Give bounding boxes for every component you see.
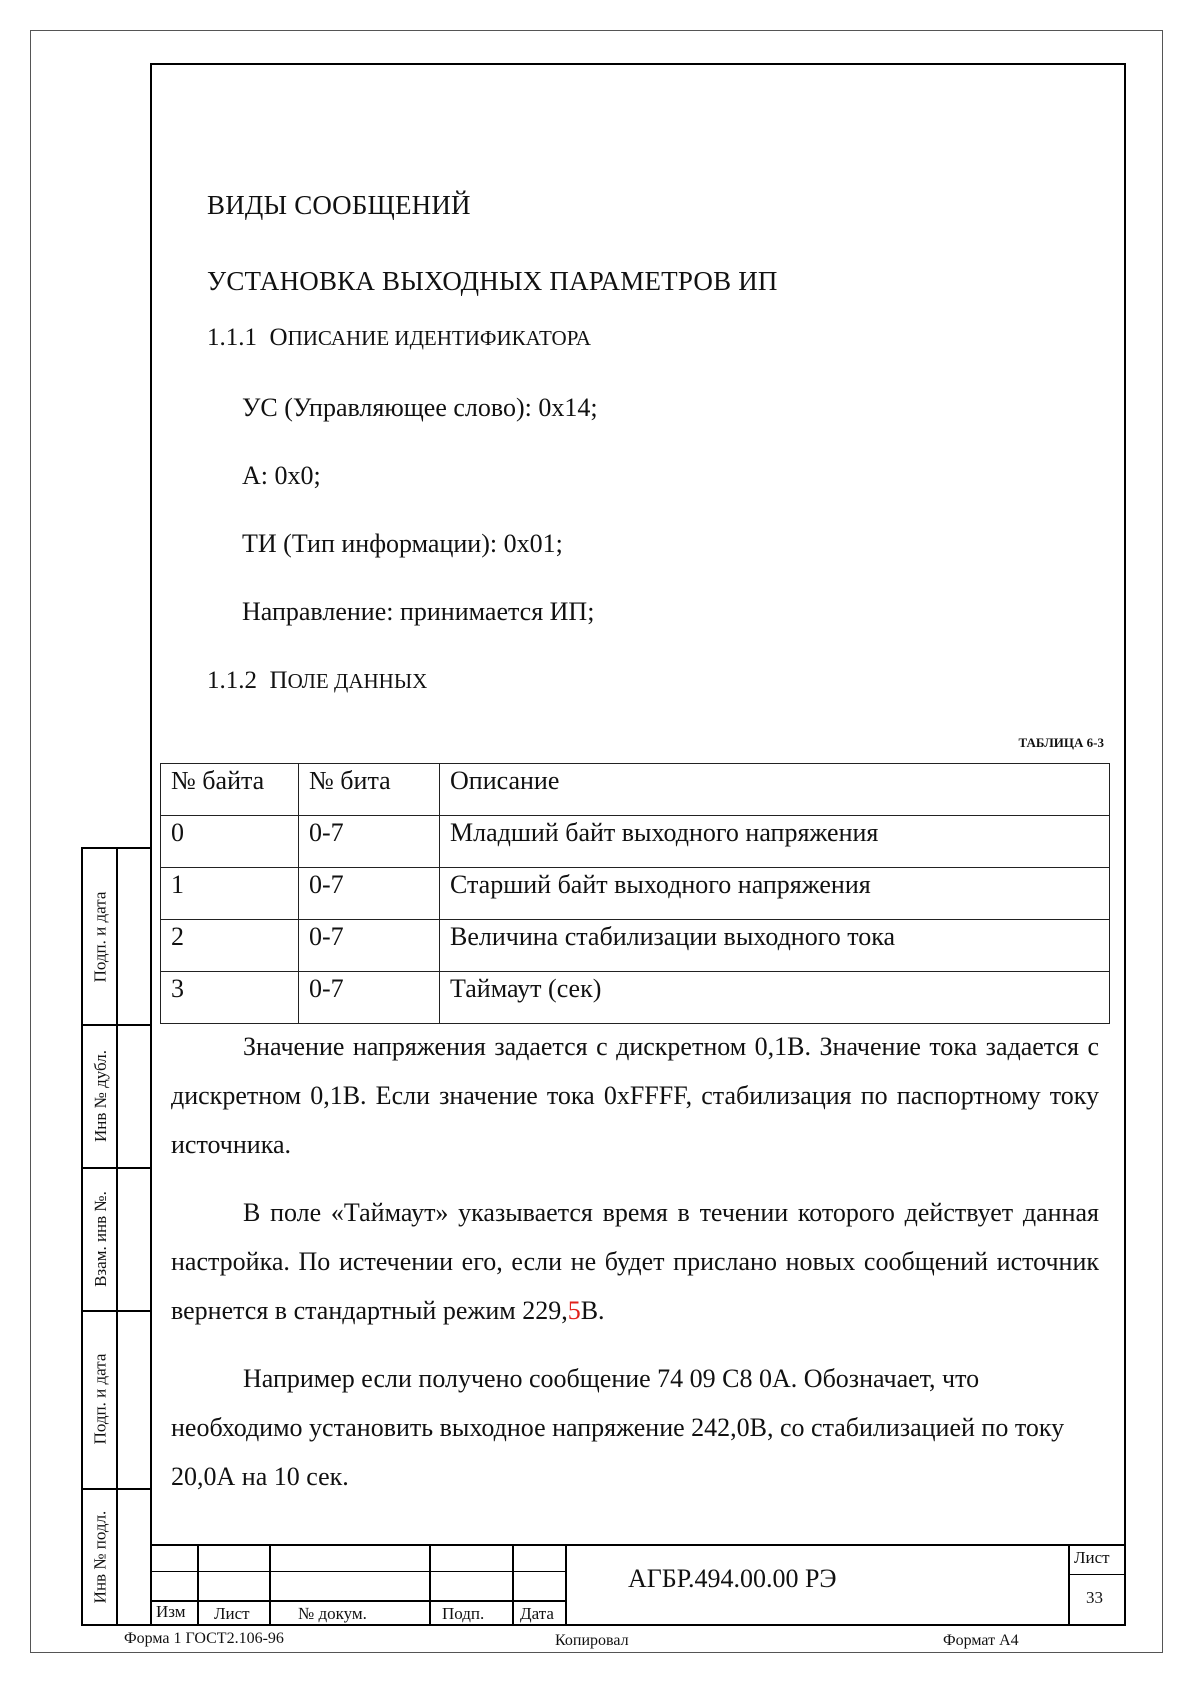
table-cell: Величина стабилизации выходного тока — [440, 920, 1110, 972]
paragraph-text — [171, 1188, 1099, 1335]
paragraph-text: Например если получено сообщение 74 09 C8 0A. Обозначает, что необходимо установить выходное напряжение 242,0В, со стабилизацией по току 20,0А на 10 сек. — [171, 1364, 1065, 1491]
table-row — [161, 972, 1110, 1024]
table-row — [161, 920, 1110, 972]
identifier-line: ТИ (Тип информации): 0x01; — [242, 529, 563, 558]
table-cell: 2 — [161, 920, 299, 972]
sheet-number: 33 — [1086, 1588, 1103, 1607]
table-cell: Таймаут (сек) — [440, 972, 1110, 1024]
heading-1-1-2 — [207, 667, 427, 695]
paragraph-timeout — [171, 1188, 1099, 1335]
column-izm-label: Изм — [156, 1602, 186, 1621]
title-block — [150, 1544, 1126, 1626]
heading-first-letter: О — [269, 324, 288, 351]
table-cell: 0-7 — [299, 868, 440, 920]
section-heading: ВИДЫ СООБЩЕНИЙ — [207, 190, 471, 220]
table-cell: 1 — [161, 868, 299, 920]
stamp-label: Инв № подл. — [90, 1510, 110, 1604]
footer-form: Форма 1 ГОСТ2.106-96 — [124, 1630, 284, 1647]
paragraph-discrete-values — [171, 1022, 1099, 1169]
table-cell: 0-7 — [299, 920, 440, 972]
table-cell: 3 — [161, 972, 299, 1024]
stamp-label: Взам. инв №. — [90, 1190, 110, 1287]
column-list-label: Лист — [214, 1604, 250, 1623]
paragraph-example — [171, 1354, 1099, 1501]
table-cell: 0-7 — [299, 972, 440, 1024]
footer-copied: Копировал — [555, 1632, 629, 1649]
table-caption: ТАБЛИЦА 6-3 — [1018, 735, 1104, 750]
identifier-line: A: 0x0; — [242, 461, 321, 490]
column-date-label: Дата — [520, 1604, 554, 1623]
text-span: В. — [580, 1296, 605, 1325]
column-doc-number-label: № докум. — [298, 1604, 367, 1623]
footer-format: Формат А4 — [943, 1632, 1019, 1649]
data-field-table — [160, 763, 1110, 1024]
table-row — [161, 868, 1110, 920]
heading-first-letter: П — [269, 667, 288, 694]
table-cell: Младший байт выходного напряжения — [440, 816, 1110, 868]
table-cell: 0-7 — [299, 816, 440, 868]
stamp-label: Подп. и дата — [90, 1353, 110, 1445]
subsection-heading: УСТАНОВКА ВЫХОДНЫХ ПАРАМЕТРОВ ИП — [207, 266, 778, 296]
paragraph-text: Значение напряжения задается с дискретном 0,1В. Значение тока задается с дискретном 0,1В. Если значение тока 0xFFFF, стабилизация по паспортному току источника. — [171, 1032, 1099, 1159]
identifier-line: УС (Управляющее слово): 0x14; — [242, 393, 598, 422]
heading-smallcaps: ОЛЕ ДАННЫХ — [287, 669, 428, 693]
text-span: В поле «Таймаут» указывается время в течении которого действует данная настройка. По истечении его, если не будет прислано новых сообщений источник вернется в стандартный режим 229, — [171, 1198, 1099, 1325]
table-cell: 0 — [161, 816, 299, 868]
heading-number: 1.1.1 — [207, 324, 257, 351]
heading-smallcaps: ПИСАНИЕ ИДЕНТИФИКАТОРА — [287, 326, 591, 350]
column-signature-label: Подп. — [442, 1604, 485, 1623]
table-header-cell: Описание — [440, 764, 1110, 816]
stamp-label: Подп. и дата — [90, 891, 110, 982]
table-header-row — [161, 764, 1110, 816]
table-cell: Старший байт выходного напряжения — [440, 868, 1110, 920]
heading-1-1-1 — [207, 324, 591, 352]
document-designation: АГБР.494.00.00 РЭ — [628, 1564, 837, 1593]
side-stamp — [81, 847, 150, 1626]
heading-number: 1.1.2 — [207, 667, 257, 694]
table-header-cell: № байта — [161, 764, 299, 816]
table-header-cell: № бита — [299, 764, 440, 816]
sheet-label: Лист — [1074, 1548, 1110, 1567]
identifier-line: Направление: принимается ИП; — [242, 597, 595, 626]
table-row — [161, 816, 1110, 868]
highlighted-digit: 5 — [567, 1296, 581, 1325]
stamp-label: Инв № дубл. — [90, 1049, 110, 1142]
